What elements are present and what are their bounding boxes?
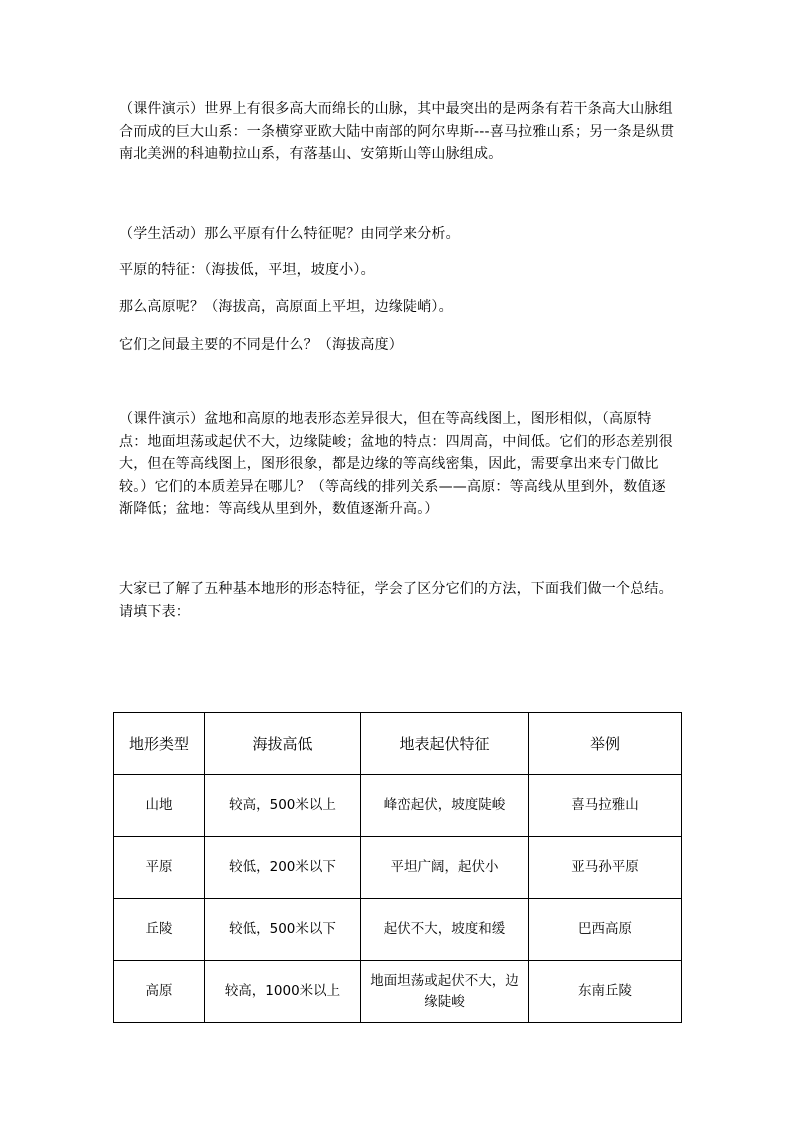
cell-elevation: 较低，200米以下: [205, 837, 361, 899]
cell-example: 东南丘陵: [529, 961, 682, 1023]
cell-terrain-type: 高原: [114, 961, 205, 1023]
header-terrain-type: 地形类型: [114, 713, 205, 775]
cell-terrain-type: 平原: [114, 837, 205, 899]
paragraph-plateau-question: 那么高原呢？（海拔高，高原面上平坦，边缘陡峭）。: [119, 299, 453, 315]
table-row: [114, 961, 682, 1023]
cell-relief: 峰峦起伏，坡度陡峻: [361, 775, 529, 837]
header-example: 举例: [529, 713, 682, 775]
cell-example: 巴西高原: [529, 899, 682, 961]
terrain-summary-table: [113, 712, 682, 1023]
header-relief-features: 地表起伏特征: [361, 713, 529, 775]
cell-terrain-type: 山地: [114, 775, 205, 837]
cell-elevation: 较高，500米以上: [205, 775, 361, 837]
paragraph-mountain-systems: （课件演示）世界上有很多高大而绵长的山脉，其中最突出的是两条有若干条高大山脉组合而成的巨大山系：一条横穿亚欧大陆中南部的阿尔卑斯---喜马拉雅山系；另一条是纵贯南北美洲的科迪勒拉山系，有落基山、安第斯山等山脉组成。: [119, 101, 675, 162]
cell-terrain-type: 丘陵: [114, 899, 205, 961]
paragraph-main-difference: 它们之间最主要的不同是什么？（海拔高度）: [119, 337, 403, 353]
cell-example: 亚马孙平原: [529, 837, 682, 899]
cell-example: 喜马拉雅山: [529, 775, 682, 837]
cell-elevation: 较低，500米以下: [205, 899, 361, 961]
table-row: [114, 899, 682, 961]
cell-relief: 地面坦荡或起伏不大，边缘陡峻: [361, 961, 529, 1023]
header-elevation: 海拔高低: [205, 713, 361, 775]
table-row: [114, 775, 682, 837]
paragraph-summary-instruction: 大家已了解了五种基本地形的形态特征，学会了区分它们的方法，下面我们做一个总结。请填下表：: [119, 581, 673, 620]
cell-relief: 起伏不大，坡度和缓: [361, 899, 529, 961]
paragraph-student-activity: （学生活动）那么平原有什么特征呢？由同学来分析。: [119, 226, 460, 242]
table-header-row: [114, 713, 682, 775]
cell-elevation: 较高，1000米以上: [205, 961, 361, 1023]
paragraph-basin-plateau-contours: （课件演示）盆地和高原的地表形态差异很大，但在等高线图上，图形相似，（高原特点：地面坦荡或起伏不大，边缘陡峻；盆地的特点：四周高，中间低。它们的形态差别很大，但在等高线图上，图形很象，都是边缘的等高线密集，因此，需要拿出来专门做比较。）它们的本质差异在哪儿？（等高线的排列关系——高原：等高线从里到外，数值逐渐降低；盆地：等高线从里到外，数值逐渐升高。）: [119, 411, 673, 517]
paragraph-plain-features: 平原的特征：（海拔低，平坦，坡度小）。: [119, 262, 375, 278]
table-row: [114, 837, 682, 899]
cell-relief: 平坦广阔，起伏小: [361, 837, 529, 899]
